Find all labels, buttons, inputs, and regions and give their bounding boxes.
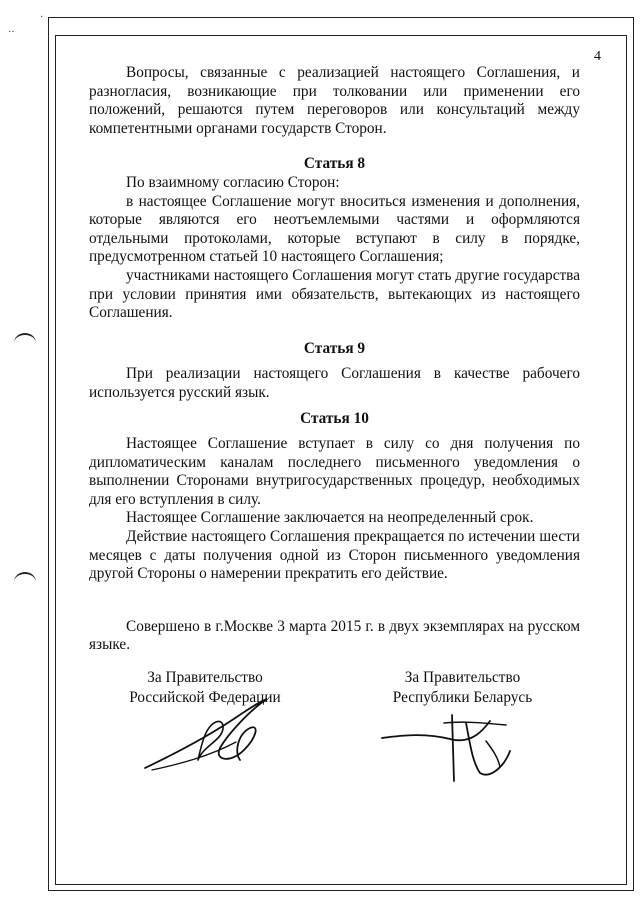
article-10-heading: Статья 10 [300,409,369,427]
article-8-heading: Статья 8 [303,155,366,173]
article-8-item-1: в настоящее Соглашение могут вноситься изменения и дополнения, которые являются его неотъемлемыми частями и оформляются отдельными протоколами, которые вступают в силу в порядке, предусмотренном статьей 10 настоящего Соглашения; [89,192,580,266]
page-number: 4 [594,49,601,64]
article-8-lead: По взаимному согласию Сторон: [126,173,340,191]
article-10-paragraph-3: Действие настоящего Соглашения прекращается по истечении шести месяцев с даты получения одной из Сторон письменного уведомления другой Стороны о намерении прекратить его действие. [89,528,580,583]
punch-hole-mark [14,333,36,353]
handwritten-signature-left [140,690,280,780]
article-8-item-2: участниками настоящего Соглашения могут стать другие государства при условии принятия ими обязательств, вытекающих из настоящего Соглашения. [89,266,580,322]
signature-belarus-line-2: Республики Беларусь [392,689,533,706]
document-body [89,64,580,655]
signature-belarus-line-1: За Правительство [404,669,521,686]
article-9-text: При реализации настоящего Соглашения в качестве рабочего используется русский язык. [89,365,580,401]
punch-hole-mark [14,572,36,592]
scan-speck-mark: ·· [8,27,15,38]
scan-speck-mark: · [40,12,44,23]
signature-russia-line-1: За Правительство [147,669,263,686]
intro-paragraph: Вопросы, связанные с реализацией настоящего Соглашения, и разногласия, возникающие при толковании или применении его положений, решаются путем переговоров или консультаций между компетентными органами государств Сторон. [89,64,580,137]
closing-paragraph: Совершено в г.Москве 3 марта 2015 г. в двух экземплярах на русском языке. [89,617,580,654]
article-10-paragraph-2: Настоящее Соглашение заключается на неопределенный срок. [126,509,534,527]
article-9-heading: Статья 9 [303,339,366,357]
signature-russia-line-2: Российской Федерации [129,689,281,706]
article-10-paragraph-1: Настоящее Соглашение вступает в силу со дня получения по дипломатическим каналам последнего письменного уведомления о выполнении Сторонами внутригосударственных процедур, необходимых для его вступления в силу. [89,435,580,508]
handwritten-signature-right [380,693,530,788]
